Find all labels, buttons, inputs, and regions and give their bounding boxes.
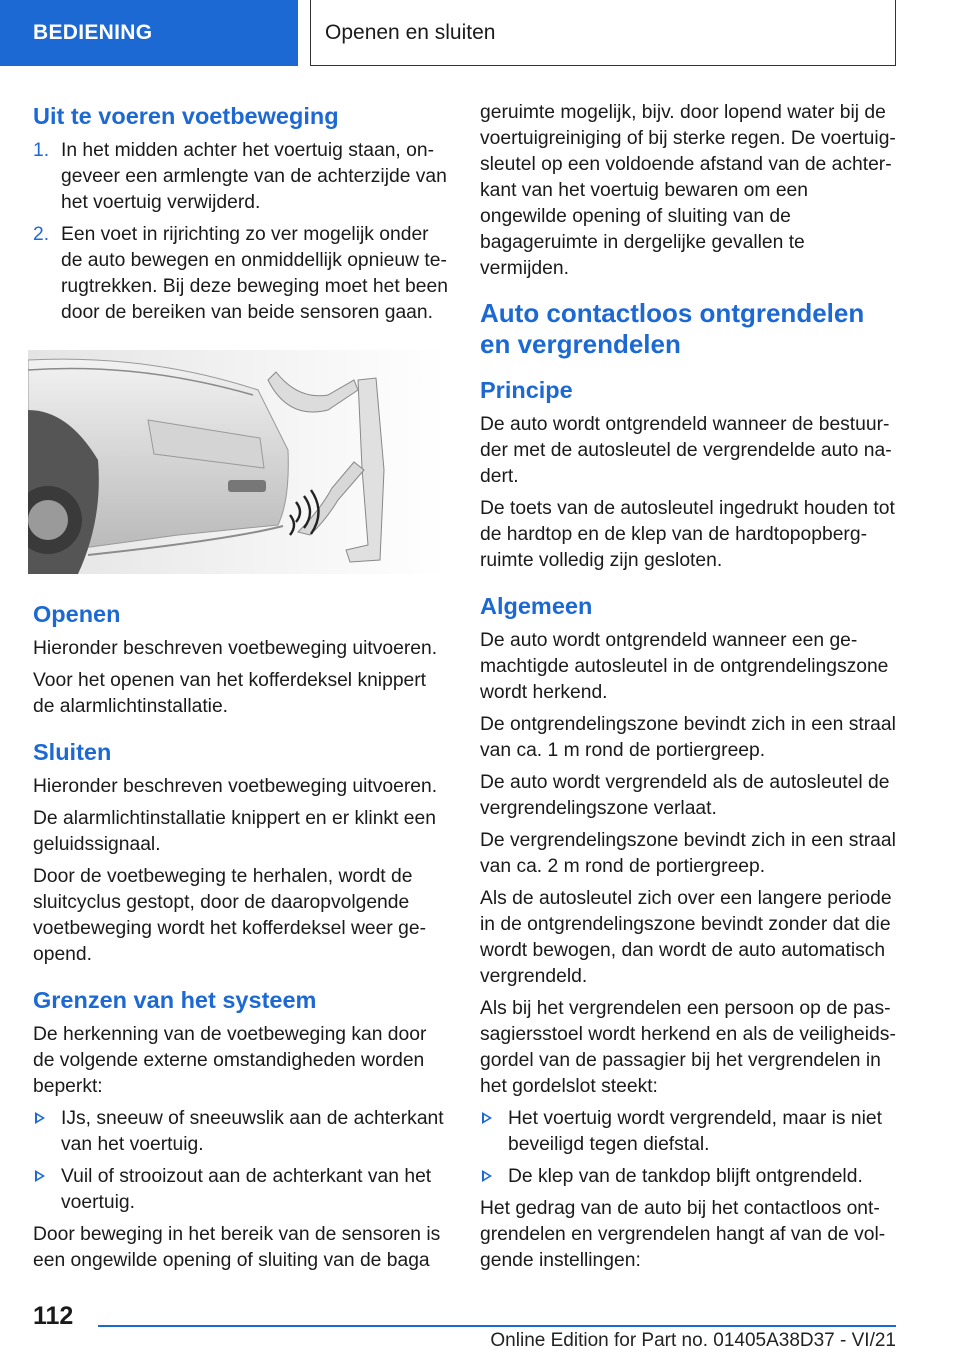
footer-divider <box>98 1325 896 1327</box>
limitations-list <box>33 1106 449 1216</box>
bullet-text: Vuil of strooizout aan de achterkant van het voertuig. <box>61 1166 432 1213</box>
lock-behaviour-list <box>480 1106 898 1190</box>
step-number: 1. <box>33 140 50 161</box>
heading-openen: Openen <box>33 601 121 627</box>
paragraph: Voor het openen van het kofferdeksel knippert de alarmlichtinstallatie. <box>33 670 427 717</box>
heading-uit-te-voeren: Uit te voeren voetbeweging <box>33 103 339 129</box>
paragraph: De alarmlichtinstallatie knippert en er klinkt een geluidssignaal. <box>33 808 436 855</box>
paragraph: Als de autosleutel zich over een langere periode in de ontgrendelingszone bevindt zonder dat die wordt bewogen, dan wordt de auto automatisch vergrendeld. <box>480 888 892 987</box>
list-item <box>480 1106 898 1158</box>
heading-algemeen: Algemeen <box>480 593 593 619</box>
right-column <box>480 100 898 1280</box>
triangle-bullet-icon <box>482 1112 492 1124</box>
section-title: BEDIENING <box>0 0 298 66</box>
paragraph: De auto wordt ontgrendeld wanneer de bestuurder met de autosleutel de vergrendelde auto nadert. <box>480 414 892 487</box>
heading-principe: Principe <box>480 377 573 403</box>
paragraph: De toets van de autosleutel ingedrukt houden tot de hardtop en de klep van de hardtopopbergruimte volledig zijn gesloten. <box>480 498 895 571</box>
paragraph: De ontgrendelingszone bevindt zich in een straal van ca. 1 m rond de portiergreep. <box>480 714 896 761</box>
paragraph: De herkenning van de voetbeweging kan door de volgende externe omstandigheden worden beperkt: <box>33 1024 427 1097</box>
list-item <box>33 138 449 216</box>
triangle-bullet-icon <box>35 1170 45 1182</box>
list-item <box>33 1164 449 1216</box>
heading-auto-contactloos: Auto contactloos ontgrendelen en vergrendelen <box>480 298 865 359</box>
list-item <box>33 222 449 326</box>
paragraph: Als bij het vergrendelen een persoon op de passagiersstoel wordt herkend en als de veiligheidsgordel van de passagier bij het vergrendelen in het gordelslot steekt: <box>480 998 896 1097</box>
chapter-title: Openen en sluiten <box>310 0 896 66</box>
list-item <box>33 1106 449 1158</box>
bullet-text: Het voertuig wordt vergrendeld, maar is niet beveiligd tegen diefstal. <box>508 1108 883 1155</box>
triangle-bullet-icon <box>482 1170 492 1182</box>
step-text: Een voet in rijrichting zo ver mogelijk onder de auto bewegen en onmiddellijk opnieuw terugtrekken. Bij deze beweging moet het been door de bereiken van beide sensoren gaan. <box>61 224 448 323</box>
bullet-text: De klep van de tankdop blijft ontgrendeld. <box>508 1166 863 1187</box>
heading-sluiten: Sluiten <box>33 739 112 765</box>
paragraph: Hieronder beschreven voetbeweging uitvoeren. <box>33 638 438 659</box>
edition-footer: Online Edition for Part no. 01405A38D37 - VI/21 <box>490 1330 896 1351</box>
step-text: In het midden achter het voertuig staan, ongeveer een armlengte van de achterzijde van het voertuig verwijderd. <box>61 140 447 213</box>
paragraph: De auto wordt vergrendeld als de autosleutel de vergrendelingszone verlaat. <box>480 772 890 819</box>
paragraph: Door de voetbeweging te herhalen, wordt de sluitcyclus gestopt, door de daaropvolgende voetbeweging wordt het kofferdeksel weer geopend. <box>33 866 426 965</box>
paragraph: Door beweging in het bereik van de sensoren is een ongewilde opening of sluiting van de baga <box>33 1224 441 1271</box>
triangle-bullet-icon <box>35 1112 45 1124</box>
heading-grenzen: Grenzen van het systeem <box>33 987 317 1013</box>
paragraph: Hieronder beschreven voetbeweging uitvoeren. <box>33 776 438 797</box>
paragraph: geruimte mogelijk, bijv. door lopend water bij de voertuigreiniging of bij sterke regen. De voertuigsleutel op een voldoende afstand van de achterkant van het voertuig bewaren om een ongewilde opening of sluiting van de bagageruimte in dergelijke gevallen te vermijden. <box>480 102 896 279</box>
foot-gesture-illustration <box>28 350 446 574</box>
paragraph: De auto wordt ontgrendeld wanneer een gemachtigde autosleutel in de ontgrendelingszone wordt herkend. <box>480 630 889 703</box>
page-number: 112 <box>33 1302 74 1330</box>
paragraph: De vergrendelingszone bevindt zich in een straal van ca. 2 m rond de portiergreep. <box>480 830 896 877</box>
step-number: 2. <box>33 224 50 245</box>
list-item <box>480 1164 898 1190</box>
bullet-text: IJs, sneeuw of sneeuwslik aan de achterkant van het voertuig. <box>61 1108 444 1155</box>
steps-list <box>33 138 449 326</box>
left-column <box>33 100 449 1280</box>
paragraph: Het gedrag van de auto bij het contactloos ontgrendelen en vergrendelen hangt af van de volgende instellingen: <box>480 1198 886 1271</box>
